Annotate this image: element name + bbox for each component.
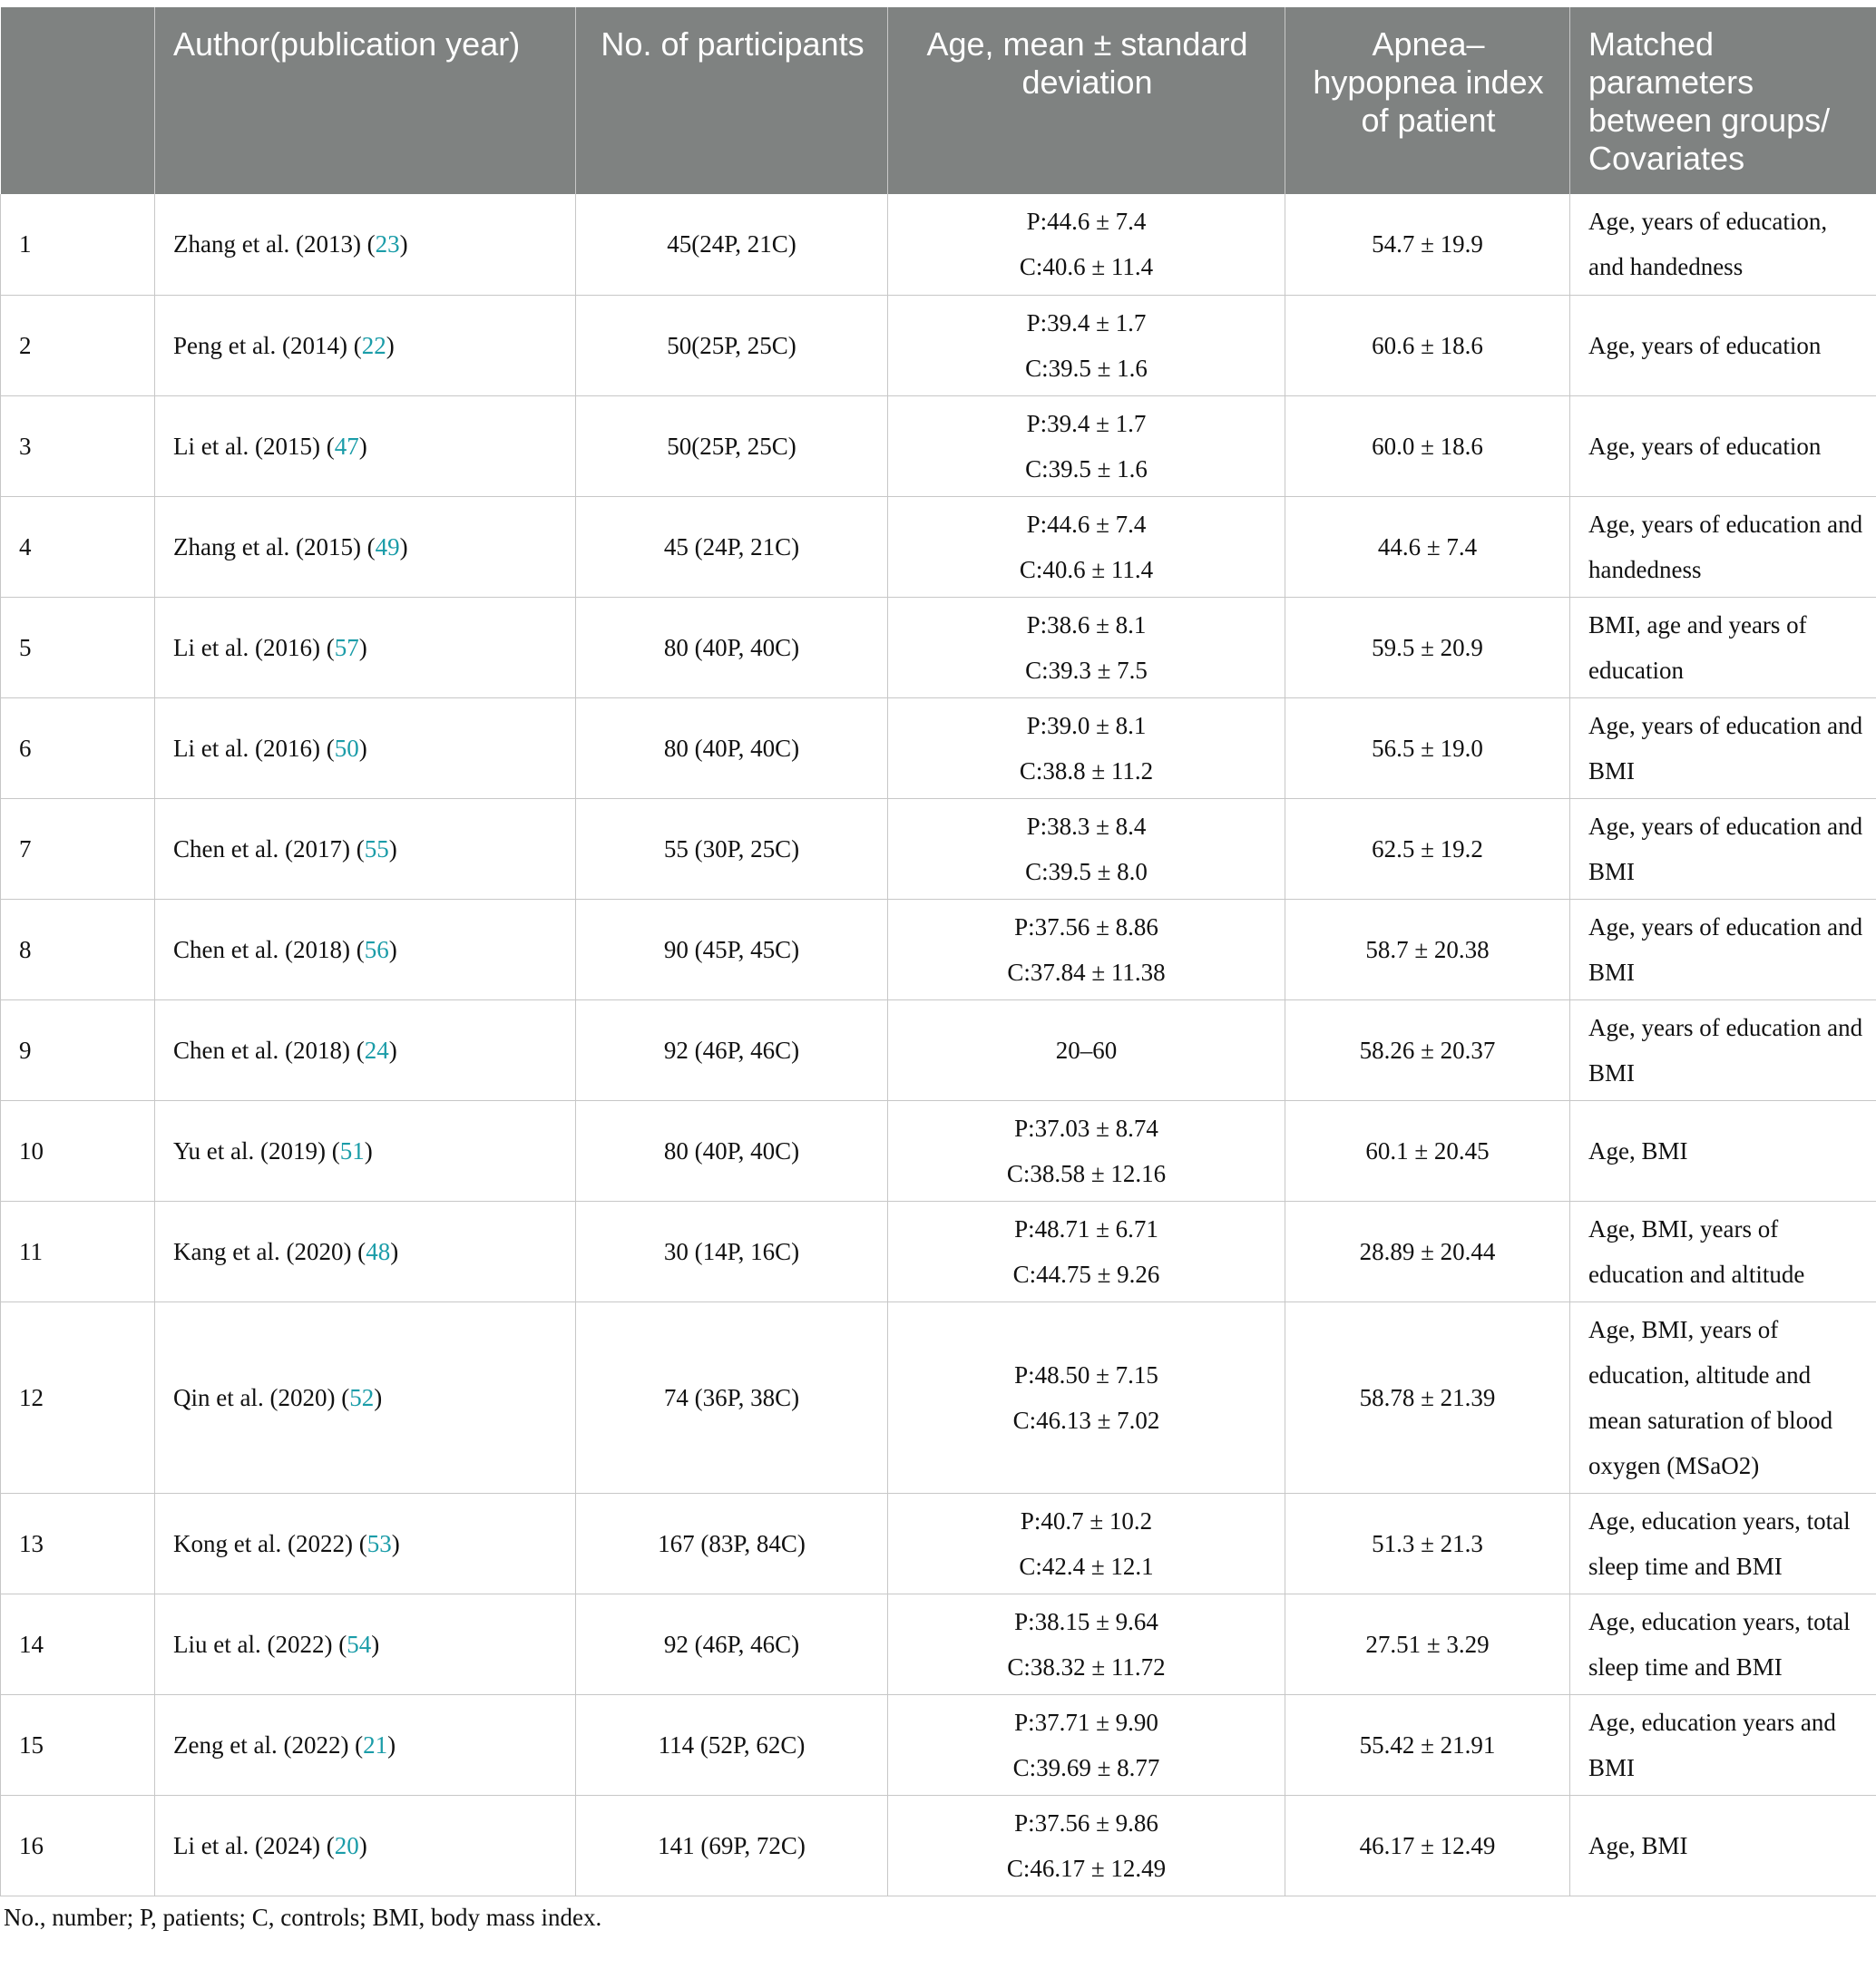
age-controls: C:46.17 ± 12.49 [1006, 1854, 1167, 1882]
age-cell [888, 1594, 1285, 1694]
author-close-paren: ) [399, 532, 408, 561]
age-cell [888, 899, 1285, 999]
participants-cell: 114 (52P, 62C) [576, 1694, 888, 1795]
reference-link[interactable]: 20 [334, 1831, 359, 1859]
author-text: Liu et al. (2022) ( [173, 1630, 347, 1658]
age-patients: P:48.50 ± 7.15 [1014, 1360, 1158, 1389]
author-text: Zhang et al. (2013) ( [173, 230, 376, 258]
matched-parameters-cell: Age, years of education and handedness [1570, 496, 1876, 597]
table-footnote: No., number; P, patients; C, controls; BMI, body mass index. [4, 1903, 602, 1931]
participants-cell: 74 (36P, 38C) [576, 1301, 888, 1493]
author-close-paren: ) [358, 432, 367, 460]
table-row [1, 597, 1876, 697]
author-text: Li et al. (2016) ( [173, 734, 335, 762]
age-patients: P:37.56 ± 8.86 [1014, 912, 1158, 941]
age-patients: P:37.56 ± 9.86 [1014, 1808, 1158, 1837]
age-controls: C:37.84 ± 11.38 [1007, 958, 1166, 986]
row-index: 16 [1, 1795, 155, 1896]
matched-parameters-cell: Age, years of education and BMI [1570, 798, 1876, 899]
author-close-paren: ) [388, 935, 397, 963]
reference-link[interactable]: 47 [334, 432, 359, 460]
participants-cell: 45 (24P, 21C) [576, 496, 888, 597]
author-cell [155, 1493, 576, 1594]
age-cell [888, 1795, 1285, 1896]
author-close-paren: ) [391, 1529, 400, 1557]
author-text: Zhang et al. (2015) ( [173, 532, 376, 561]
author-close-paren: ) [358, 1831, 367, 1859]
matched-parameters-cell: Age, education years, total sleep time and BMI [1570, 1493, 1876, 1594]
table-body [1, 194, 1876, 1896]
author-text: Chen et al. (2018) ( [173, 1036, 365, 1064]
table-row [1, 1694, 1876, 1795]
author-cell [155, 496, 576, 597]
age-patients: P:44.6 ± 7.4 [1026, 510, 1147, 538]
age-controls: C:39.5 ± 1.6 [1025, 354, 1148, 382]
row-index: 13 [1, 1493, 155, 1594]
row-index: 7 [1, 798, 155, 899]
age-controls: C:38.32 ± 11.72 [1007, 1652, 1166, 1681]
author-text: Chen et al. (2017) ( [173, 834, 365, 863]
age-cell [888, 697, 1285, 798]
author-cell [155, 395, 576, 496]
table-row [1, 1301, 1876, 1493]
age-cell [888, 999, 1285, 1100]
ahi-cell: 46.17 ± 12.49 [1285, 1795, 1570, 1896]
row-index: 3 [1, 395, 155, 496]
header-index [1, 7, 155, 194]
age-patients: P:44.6 ± 7.4 [1026, 208, 1147, 236]
participants-cell: 80 (40P, 40C) [576, 1100, 888, 1201]
reference-link[interactable]: 22 [361, 331, 386, 359]
ahi-cell: 58.26 ± 20.37 [1285, 999, 1570, 1100]
header-row [1, 7, 1876, 194]
author-cell [155, 798, 576, 899]
age-patients: P:48.71 ± 6.71 [1014, 1214, 1158, 1243]
author-text: Qin et al. (2020) ( [173, 1383, 350, 1411]
author-cell [155, 1301, 576, 1493]
age-controls: C:39.5 ± 1.6 [1025, 454, 1148, 483]
author-close-paren: ) [388, 1036, 397, 1064]
author-text: Kong et al. (2022) ( [173, 1529, 367, 1557]
age-cell [888, 597, 1285, 697]
age-controls: C:46.13 ± 7.02 [1012, 1406, 1160, 1434]
age-cell [888, 798, 1285, 899]
author-cell [155, 1694, 576, 1795]
participants-cell: 141 (69P, 72C) [576, 1795, 888, 1896]
matched-parameters-cell: Age, BMI, years of education and altitude [1570, 1201, 1876, 1301]
study-characteristics-table [0, 7, 1876, 1896]
author-cell [155, 999, 576, 1100]
table-row [1, 1594, 1876, 1694]
author-close-paren: ) [374, 1383, 383, 1411]
age-controls: C:40.6 ± 11.4 [1019, 253, 1154, 281]
ahi-cell: 55.42 ± 21.91 [1285, 1694, 1570, 1795]
row-index: 14 [1, 1594, 155, 1694]
header-author: Author(publication year) [155, 7, 576, 194]
reference-link[interactable]: 23 [375, 230, 400, 258]
row-index: 6 [1, 697, 155, 798]
table-row [1, 999, 1876, 1100]
ahi-cell: 58.7 ± 20.38 [1285, 899, 1570, 999]
table-row [1, 798, 1876, 899]
age-cell [888, 395, 1285, 496]
row-index: 5 [1, 597, 155, 697]
author-close-paren: ) [371, 1630, 380, 1658]
reference-link[interactable]: 56 [364, 935, 389, 963]
participants-cell: 80 (40P, 40C) [576, 597, 888, 697]
ahi-cell: 60.0 ± 18.6 [1285, 395, 1570, 496]
participants-cell: 50(25P, 25C) [576, 295, 888, 395]
reference-link[interactable]: 49 [375, 532, 400, 561]
author-close-paren: ) [387, 1730, 396, 1759]
age-cell [888, 295, 1285, 395]
matched-parameters-cell: Age, years of education [1570, 295, 1876, 395]
reference-link[interactable]: 21 [363, 1730, 388, 1759]
age-patients: P:38.6 ± 8.1 [1026, 610, 1147, 639]
row-index: 4 [1, 496, 155, 597]
participants-cell: 92 (46P, 46C) [576, 1594, 888, 1694]
header-ahi: Apnea– hypopnea index of patient [1285, 7, 1570, 194]
ahi-cell: 56.5 ± 19.0 [1285, 697, 1570, 798]
table-row [1, 496, 1876, 597]
matched-parameters-cell: Age, years of education [1570, 395, 1876, 496]
age-cell [888, 1301, 1285, 1493]
age-cell [888, 194, 1285, 295]
author-close-paren: ) [388, 834, 397, 863]
age-patients: P:39.4 ± 1.7 [1026, 409, 1147, 437]
age-cell [888, 1201, 1285, 1301]
ahi-cell: 59.5 ± 20.9 [1285, 597, 1570, 697]
ahi-cell: 28.89 ± 20.44 [1285, 1201, 1570, 1301]
age-controls: C:39.3 ± 7.5 [1025, 656, 1148, 684]
table-row [1, 1100, 1876, 1201]
author-text: Peng et al. (2014) ( [173, 331, 362, 359]
age-controls: C:42.4 ± 12.1 [1019, 1552, 1154, 1580]
row-index: 2 [1, 295, 155, 395]
reference-link[interactable]: 50 [334, 734, 359, 762]
row-index: 15 [1, 1694, 155, 1795]
author-text: Yu et al. (2019) ( [173, 1136, 340, 1165]
table-row [1, 899, 1876, 999]
author-cell [155, 194, 576, 295]
author-text: Li et al. (2024) ( [173, 1831, 335, 1859]
ahi-cell: 44.6 ± 7.4 [1285, 496, 1570, 597]
author-cell [155, 899, 576, 999]
matched-parameters-cell: BMI, age and years of education [1570, 597, 1876, 697]
row-index: 8 [1, 899, 155, 999]
reference-link[interactable]: 57 [334, 633, 359, 661]
table-row [1, 295, 1876, 395]
age-cell [888, 496, 1285, 597]
row-index: 11 [1, 1201, 155, 1301]
header-matched: Matched parameters between groups/ Covariates [1570, 7, 1876, 194]
age-patients: P:40.7 ± 10.2 [1020, 1506, 1153, 1535]
author-cell [155, 697, 576, 798]
matched-parameters-cell: Age, BMI [1570, 1795, 1876, 1896]
matched-parameters-cell: Age, years of education, and handedness [1570, 194, 1876, 295]
author-text: Chen et al. (2018) ( [173, 935, 365, 963]
author-cell [155, 1795, 576, 1896]
age-controls: C:44.75 ± 9.26 [1012, 1260, 1160, 1288]
author-text: Zeng et al. (2022) ( [173, 1730, 364, 1759]
row-index: 1 [1, 194, 155, 295]
author-cell [155, 597, 576, 697]
reference-link[interactable]: 54 [347, 1630, 372, 1658]
row-index: 10 [1, 1100, 155, 1201]
reference-link[interactable]: 55 [364, 834, 389, 863]
matched-parameters-cell: Age, BMI, years of education, altitude and mean saturation of blood oxygen (MSaO2) [1570, 1301, 1876, 1493]
age-patients: P:37.71 ± 9.90 [1014, 1708, 1158, 1736]
age-patients: 20–60 [1055, 1036, 1118, 1064]
participants-cell: 55 (30P, 25C) [576, 798, 888, 899]
table-row [1, 1493, 1876, 1594]
ahi-cell: 60.6 ± 18.6 [1285, 295, 1570, 395]
age-patients: P:38.3 ± 8.4 [1026, 812, 1147, 840]
ahi-cell: 54.7 ± 19.9 [1285, 194, 1570, 295]
ahi-cell: 27.51 ± 3.29 [1285, 1594, 1570, 1694]
participants-cell: 167 (83P, 84C) [576, 1493, 888, 1594]
table-row [1, 395, 1876, 496]
participants-cell: 30 (14P, 16C) [576, 1201, 888, 1301]
author-text: Li et al. (2015) ( [173, 432, 335, 460]
author-close-paren: ) [390, 1237, 399, 1265]
age-patients: P:39.0 ± 8.1 [1026, 711, 1147, 739]
participants-cell: 50(25P, 25C) [576, 395, 888, 496]
age-patients: P:37.03 ± 8.74 [1014, 1114, 1158, 1142]
age-controls: C:40.6 ± 11.4 [1019, 555, 1154, 583]
participants-cell: 90 (45P, 45C) [576, 899, 888, 999]
participants-cell: 92 (46P, 46C) [576, 999, 888, 1100]
ahi-cell: 62.5 ± 19.2 [1285, 798, 1570, 899]
author-close-paren: ) [364, 1136, 373, 1165]
study-table-container [0, 7, 1876, 1932]
age-cell [888, 1694, 1285, 1795]
ahi-cell: 51.3 ± 21.3 [1285, 1493, 1570, 1594]
table-row [1, 1201, 1876, 1301]
matched-parameters-cell: Age, BMI [1570, 1100, 1876, 1201]
author-close-paren: ) [358, 633, 367, 661]
age-controls: C:39.5 ± 8.0 [1025, 857, 1148, 885]
reference-link[interactable]: 48 [366, 1237, 391, 1265]
header-age: Age, mean ± standard deviation [888, 7, 1285, 194]
age-cell [888, 1493, 1285, 1594]
author-close-paren: ) [386, 331, 395, 359]
matched-parameters-cell: Age, years of education and BMI [1570, 999, 1876, 1100]
matched-parameters-cell: Age, education years and BMI [1570, 1694, 1876, 1795]
ahi-cell: 58.78 ± 21.39 [1285, 1301, 1570, 1493]
matched-parameters-cell: Age, education years, total sleep time and BMI [1570, 1594, 1876, 1694]
reference-link[interactable]: 52 [349, 1383, 375, 1411]
age-controls: C:38.8 ± 11.2 [1019, 756, 1154, 785]
reference-link[interactable]: 24 [364, 1036, 389, 1064]
author-close-paren: ) [358, 734, 367, 762]
table-row [1, 697, 1876, 798]
author-close-paren: ) [399, 230, 408, 258]
age-controls: C:38.58 ± 12.16 [1006, 1159, 1167, 1187]
author-cell [155, 1100, 576, 1201]
matched-parameters-cell: Age, years of education and BMI [1570, 899, 1876, 999]
reference-link[interactable]: 51 [339, 1136, 365, 1165]
participants-cell: 45(24P, 21C) [576, 194, 888, 295]
participants-cell: 80 (40P, 40C) [576, 697, 888, 798]
author-cell [155, 295, 576, 395]
age-cell [888, 1100, 1285, 1201]
header-participants: No. of participants [576, 7, 888, 194]
author-cell [155, 1201, 576, 1301]
author-cell [155, 1594, 576, 1694]
table-row [1, 1795, 1876, 1896]
table-row [1, 194, 1876, 295]
ahi-cell: 60.1 ± 20.45 [1285, 1100, 1570, 1201]
row-index: 12 [1, 1301, 155, 1493]
row-index: 9 [1, 999, 155, 1100]
age-patients: P:39.4 ± 1.7 [1026, 308, 1147, 336]
age-controls: C:39.69 ± 8.77 [1012, 1753, 1160, 1781]
reference-link[interactable]: 53 [366, 1529, 392, 1557]
author-text: Li et al. (2016) ( [173, 633, 335, 661]
table-header [1, 7, 1876, 194]
author-text: Kang et al. (2020) ( [173, 1237, 366, 1265]
matched-parameters-cell: Age, years of education and BMI [1570, 697, 1876, 798]
age-patients: P:38.15 ± 9.64 [1014, 1607, 1158, 1635]
